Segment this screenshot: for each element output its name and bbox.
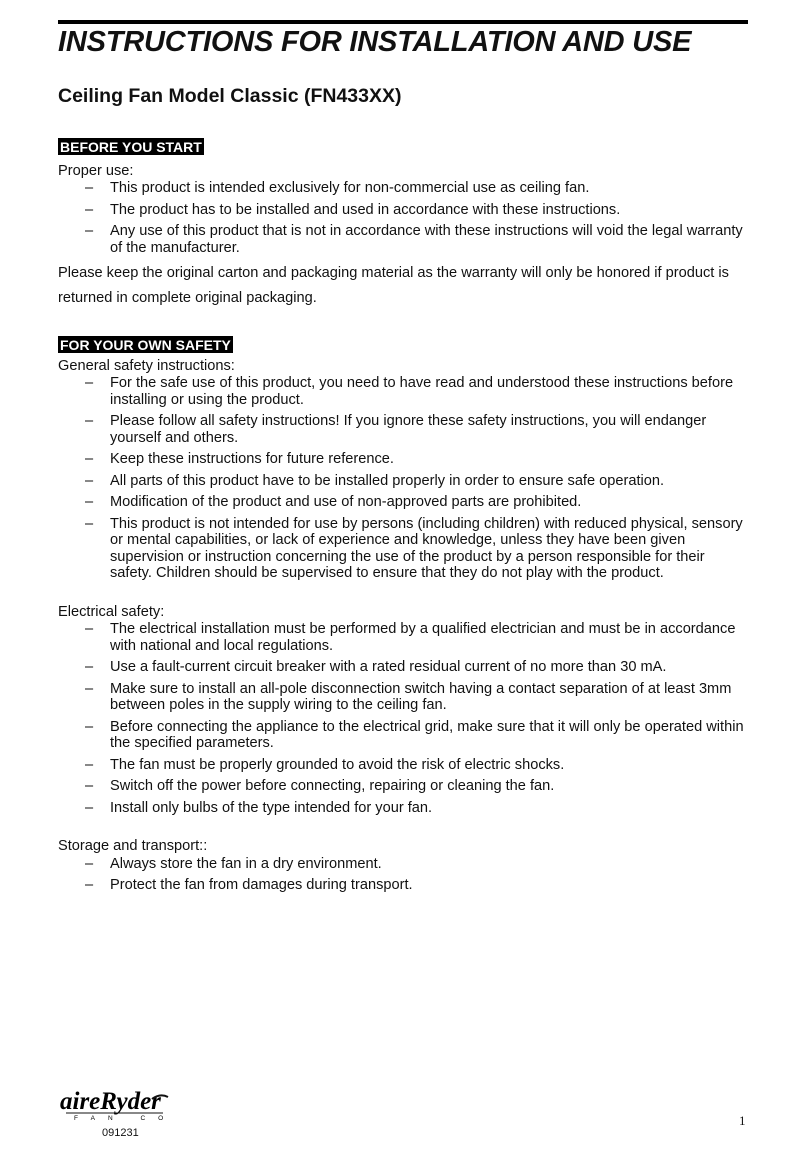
list-item — [58, 877, 748, 894]
brand-tagline: FAN CO — [74, 1115, 170, 1121]
list-item-text: The fan must be properly grounded to avoid the risk of electric shocks. — [110, 756, 565, 773]
dash-bullet: – — [85, 515, 94, 532]
list-item-text: The electrical installation must be performed by a qualified electrician and must be in accordance with national and local regulations. — [110, 621, 736, 654]
dash-bullet: – — [85, 756, 94, 773]
list-item — [58, 202, 748, 219]
section-heading-before-you-start: BEFORE YOU START — [60, 139, 202, 155]
electrical-safety-list — [58, 621, 748, 816]
dash-bullet: – — [85, 855, 94, 872]
list-item — [58, 473, 748, 490]
document-body — [58, 138, 748, 899]
general-safety-list — [58, 375, 748, 582]
list-item — [58, 681, 748, 714]
electrical-safety-label: Electrical safety: — [58, 603, 165, 620]
list-item-text: Please follow all safety instructions! If you ignore these safety instructions, you will endanger yourself and others. — [110, 413, 707, 446]
packaging-note: Please keep the original carton and packaging material as the warranty will only be honored if product is returned in complete original packaging. — [58, 265, 729, 306]
dash-bullet: – — [85, 180, 94, 196]
list-item-text: Modification of the product and use of non-approved parts are prohibited. — [110, 494, 582, 510]
list-item-text: Use a fault-current circuit breaker with a rated residual current of no more than 30 mA. — [110, 659, 667, 675]
proper-use-label: Proper use: — [58, 162, 134, 179]
section-heading-own-safety: FOR YOUR OWN SAFETY — [60, 337, 231, 353]
list-item — [58, 757, 748, 774]
storage-transport-label: Storage and transport:: — [58, 838, 208, 854]
storage-transport-list — [58, 856, 748, 894]
general-safety-label: General safety instructions: — [58, 357, 235, 374]
list-item-text: The product has to be installed and used in accordance with these instructions. — [110, 201, 621, 218]
list-item-text: Any use of this product that is not in accordance with these instructions will void the legal warranty of the manufacturer. — [110, 223, 743, 256]
document-title: INSTRUCTIONS FOR INSTALLATION AND USE — [58, 26, 692, 58]
dash-bullet: – — [85, 659, 94, 675]
page-number: 1 — [739, 1113, 746, 1128]
list-item — [58, 778, 748, 795]
list-item-text: Before connecting the appliance to the electrical grid, make sure that it will only be operated within the specified parameters. — [110, 718, 744, 751]
document-code: 091231 — [102, 1127, 139, 1139]
list-item — [58, 413, 748, 446]
dash-bullet: – — [85, 621, 94, 637]
brand-logo — [60, 1089, 170, 1121]
list-item — [58, 621, 748, 654]
dash-bullet: – — [85, 223, 94, 239]
dash-bullet: – — [85, 778, 94, 794]
brand-logo-graphic — [60, 1089, 170, 1121]
top-rule — [58, 20, 748, 24]
dash-bullet: – — [85, 413, 94, 429]
list-item — [58, 516, 748, 582]
list-item-text: Protect the fan from damages during transport. — [110, 877, 413, 893]
before-you-start-section — [58, 138, 748, 311]
list-item-text: This product is not intended for use by persons (including children) with reduced physical, sensory or mental capabilities, or lack of experience and knowledge, unless they have been given supervision or instruction concerning the use of the product by a person responsible for their safety. Children should be supervised to ensure that they do not play with the product. — [110, 515, 743, 581]
dash-bullet: – — [85, 375, 94, 391]
list-item-text: All parts of this product have to be installed properly in order to ensure safe operation. — [110, 472, 665, 489]
dash-bullet: – — [85, 718, 94, 735]
dash-bullet: – — [85, 877, 94, 893]
list-item-text: Make sure to install an all-pole disconnection switch having a contact separation of at least 3mm between poles in the supply wiring to the ceiling fan. — [110, 680, 732, 713]
list-item — [58, 451, 748, 468]
list-item-text: Keep these instructions for future reference. — [110, 451, 394, 467]
dash-bullet: – — [85, 680, 94, 697]
dash-bullet: – — [85, 451, 94, 467]
list-item — [58, 223, 748, 256]
list-item — [58, 494, 748, 511]
list-item-text: This product is intended exclusively for non-commercial use as ceiling fan. — [110, 180, 590, 196]
list-item — [58, 180, 748, 197]
list-item-text: Switch off the power before connecting, repairing or cleaning the fan. — [110, 778, 555, 794]
list-item-text: Install only bulbs of the type intended for your fan. — [110, 799, 433, 816]
list-item — [58, 800, 748, 817]
list-item — [58, 856, 748, 873]
list-item-text: For the safe use of this product, you need to have read and understood these instructions before installing or using the product. — [110, 375, 734, 408]
proper-use-list — [58, 180, 748, 256]
list-item-text: Always store the fan in a dry environment. — [110, 855, 382, 872]
list-item — [58, 659, 748, 676]
brand-wordmark: aireRyder — [60, 1089, 161, 1115]
document-subtitle: Ceiling Fan Model Classic (FN433XX) — [58, 85, 402, 107]
dash-bullet: – — [85, 472, 94, 489]
own-safety-section — [58, 336, 748, 894]
dash-bullet: – — [85, 201, 94, 218]
dash-bullet: – — [85, 799, 94, 816]
dash-bullet: – — [85, 494, 94, 510]
list-item — [58, 375, 748, 408]
list-item — [58, 719, 748, 752]
